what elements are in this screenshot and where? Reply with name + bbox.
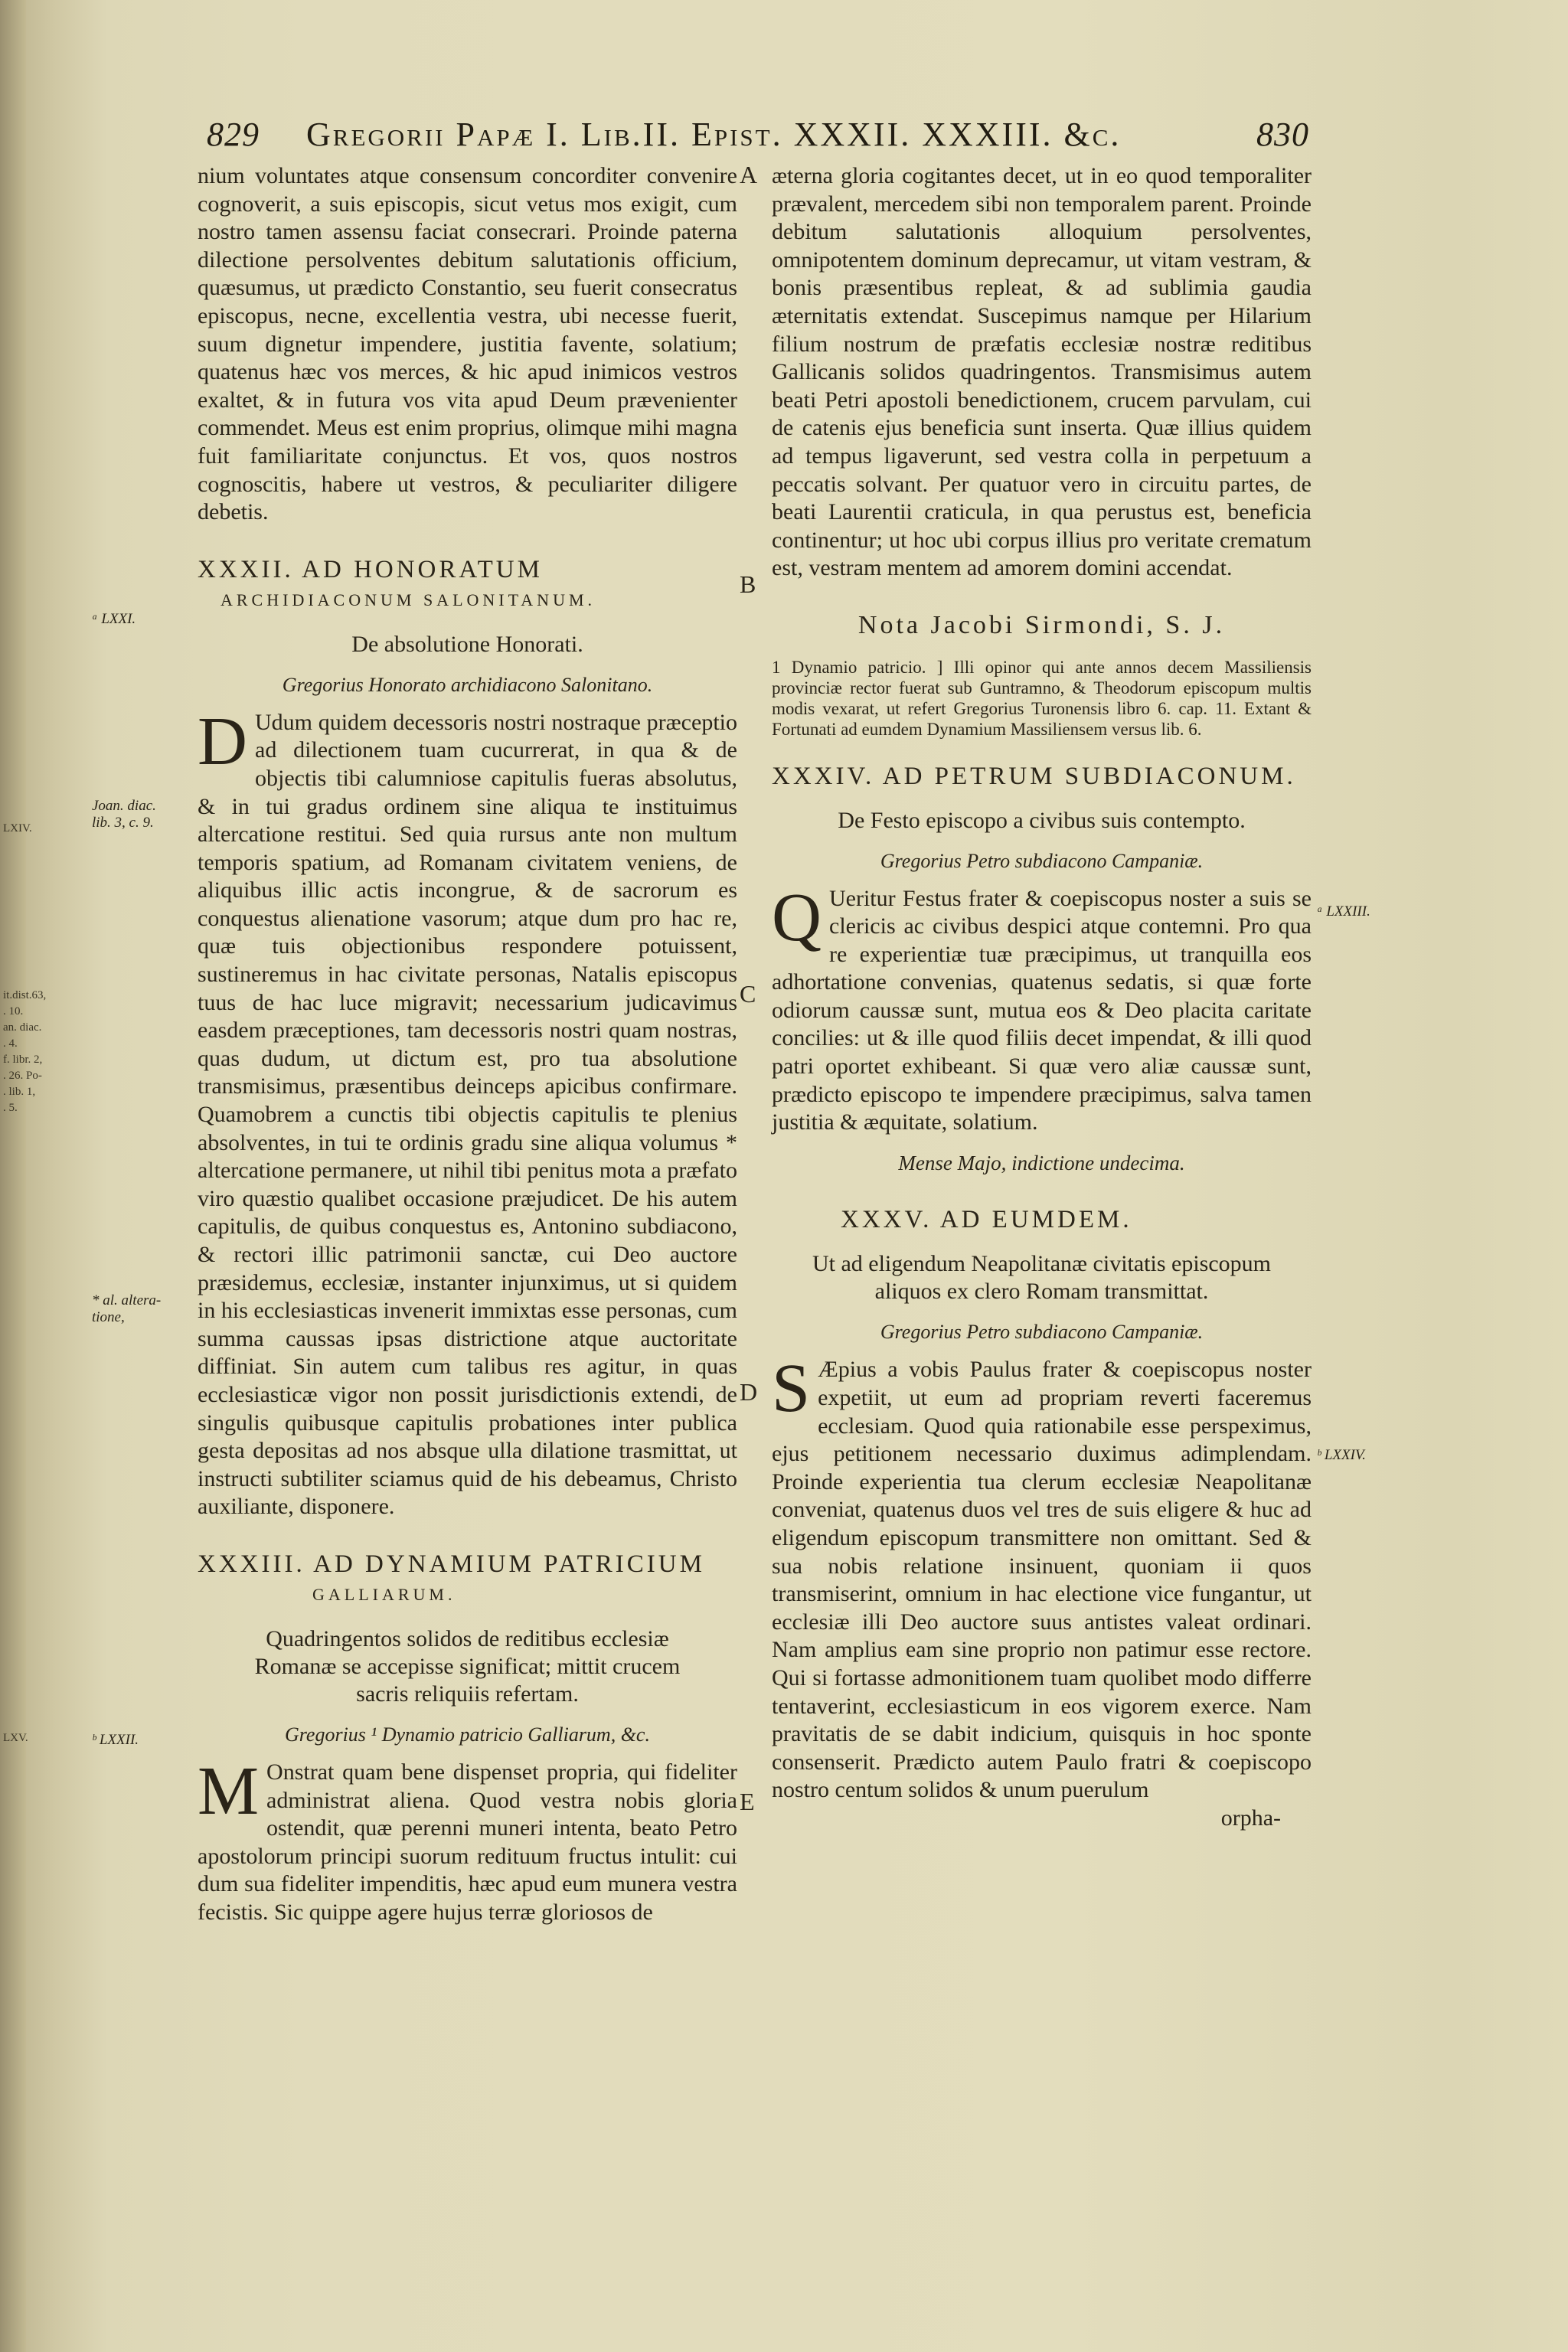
epistle-34-body [772,879,1312,1137]
section-letter-e: E [740,1788,755,1815]
epistle-35-heading [772,1204,1312,1235]
epistle-33-address: Gregorius ¹ Dynamio patricio Galliarum, &c. [285,1723,650,1746]
epistle-33-caption: Quadringentos solidos de reditibus ecclesiæ Romanæ se accepisse significat; mittit crucem sacris reliquiis refertam. [254,1625,681,1707]
epistle-35-title: XXXV. AD EUMDEM. [841,1206,1132,1234]
section-letter-a: A [740,161,758,188]
epistle-34-caption: De Festo episcopo a civibus suis contempto. [838,807,1246,833]
left-column [198,162,737,1927]
section-letter-b: B [740,570,756,598]
epistle-32-text: Udum quidem decessoris nostri nostraque præceptio ad dilectionem tuam cucurrerat, in qua & de objectis tibi calumniose capitulis fueras absolutus, & in tui gradus ordinem sine aliqua te instituimus altercatione restitui. Sed quia rursus ante non multum temporis spatium, ad Romanam civitatem veniens, de aliquibus illic actis incongrue, & de sacrorum es conquestus alienatione vasorum; atque dum pro hac re, quæ tuis objectionibus respondere potuissent, sustineremus in hac civitate personas, Natalis episcopus tuus de hac luce migravit; necessarium judicavimus easdem præceptiones, tam decessoris nostri quam nostras, quas dudum, ut dictum est, pro tua absolutione transmisimus, præsentibus deinceps apicibus confirmare. Quamobrem a cunctis tibi objectis capitulis te plenius absolventes, in tui te ordinis gradu sine aliqua volumus * altercatione permanere, ut nihil tibi penitus mota a præfato viro quæstio qualibet occasione præjudicet. De his autem capitulis, de quibus conquestus es, Antonino subdiacono, & rectori illic patrimonii sanctæ, cui Deo auctore præsidemus, ecclesiæ, instanter injunximus, ut si quidem in his ecclesiasticas invenerit immixtas esse personas, cum summa caussas ipsas districtione atque auctoritate diffiniat. Sin autem cum talibus res agitur, in quas ecclesiasticæ vigor non possit jurisdictionis extendi, de singulis quibusque capitulis probationes inter publica gesta depositas ad nos absque ulla dilatione trasmittat, ut instructi subtiliter sciamus quid de his debeamus, Christo auxiliante, disponere. [198,709,737,1520]
epistle-34-date: Mense Majo, indictione undecima. [898,1151,1185,1174]
epistle-34-title: XXXIV. AD PETRUM SUBDIACONUM. [772,762,1296,790]
epistle-34-heading [772,761,1312,792]
binding-gutter [0,0,26,2352]
epistle-35-address: Gregorius Petro subdiacono Campaniæ. [880,1321,1204,1344]
section-letter-d: D [740,1378,758,1406]
epistle-33-body [198,1753,737,1927]
epistle-33-text: Onstrat quam bene dispenset propria, qui fideliter administrat aliena. Quod vestra nobis gloria ostendit, quæ perenni muneri intenta, beato Petro apostolorum principi suorum redituum fructus intulit: cui dum sua fideliter impenditis, hæc apud eum munera vestra fecistis. Sic quippe agere hujus terræ gloriosos de [198,1759,737,1925]
epistle-32-heading [198,554,737,616]
epistle-32-subtitle: ARCHIDIACONUM SALONITANUM. [220,590,596,609]
margin-note-lxxi: ᵃ LXXI. [92,611,136,627]
right-intro-text: æterna gloria cogitantes decet, ut in eo quod temporaliter prævalent, mercedem sibi non temporalem parent. Proinde debitum salutationis alloquium persolventes, omnipotentem dominum deprecamur, ut vitam vestram, & bonis præsentibus repleat, & ad sublimia gaudia æternitatis extendat. Suscepimus namque per Hilarium filium nostrum de præfatis ecclesiæ nostræ reditibus Gallicanis solidos quadringentos. Transmisimus autem beati Petri apostoli benedictionem, crucem parvulam, cui de catenis ejus beneficia sunt inserta. Quæ illius quidem ad tempus ligaverunt, sed vestra colla in perpetuum a peccatis solvant. Per quatuor vero in circuitu partes, de beati Laurentii craticula, in qua perustus est, beneficia continentur; ut hoc ubi corpus illius pro veritate crematum est, vestram mentem ad amorem domini accendat. [772,163,1312,581]
margin-note-joan-diac: Joan. diac. lib. 3, c. 9. [92,798,156,831]
catchword: orpha- [1220,1805,1281,1831]
dropcap-q: Q [772,879,822,956]
epistle-34-address: Gregorius Petro subdiacono Campaniæ. [880,849,1204,872]
epistle-33-heading [198,1549,737,1610]
page-number-left: 829 [207,116,260,153]
margin-note-lxxiii: ᵃ LXXIII. [1317,903,1370,920]
dropcap-m: M [198,1753,260,1829]
dropcap-d: D [198,703,247,779]
left-intro-text: nium voluntates atque consensum concorditer convenire cognoverit, a suis episcopis, sicut vetus mos exigit, cum nostro tamen assensu faciat consecrari. Proinde paterna dilectione persolventes debitum salutationis officium, quæsumus, ut prædicto Constantio, seu fuerit consecratus episcopus, necne, excellentia vestra, ubi necesse fuerit, suum dignetur impendere, justitia favente, solatium; quatenus hæc vos merces, & hic apud inimicos vestros exaltet, & in futura vos vita apud Deum prævenienter commendet. Meus est enim proprius, olimque mihi magna fuit familiaritate conjunctus. Et vos, quos nostros cognoscitis, habere ut vestros, & peculiariter diligere debetis. [198,163,737,525]
edge-note-lxiv: LXIV. [3,822,32,835]
epistle-35-text: Æpius a vobis Paulus frater & coepiscopus noster expetiit, ut eum ad propriam reverti faceremus ecclesiam. Quod quia rationabile esse perspeximus, ejus petitionem necessario duximus adimplendam. Proinde experientia tua clerum ecclesiæ Neapolitanæ conveniat, quatenus duos vel tres de suis eligere & huc ad eligendum episcopum transmittere non omittant. Sed & sua nobis relatione insinuent, quoniam ii quos transmiserint, omnium in hac electione vice fungantur, ut ecclesiæ illi Deo auctore suus antistes valeat ordinari. Nam amplius eam sine proprio non patimur esse rectore. Qui si fortasse admonitionem tuam quolibet modo differre tentaverint, ecclesiasticum in eos vigorem exerce. Nam pravitatis de se dabit indicium, quisquis in hoc sponte consenserit. Prædicto autem Paulo fratri & coepiscopo nostro centum solidos & unum puerulum [772,1357,1312,1803]
section-letter-c: C [740,980,756,1008]
page-number-right: 830 [1256,116,1309,153]
epistle-32-body [198,703,737,1521]
epistle-32-title: XXXII. AD HONORATUM [198,555,543,583]
dropcap-s: S [772,1351,811,1427]
margin-note-alteratione: * al. altera-tione, [92,1292,162,1325]
epistle-35-body [772,1351,1312,1805]
edge-note-references: it.dist.63, . 10. an. diac. . 4. f. libr. 2, . 26. Po- . lib. 1, . 5. [3,989,47,1114]
epistle-32-caption: De absolutione Honorati. [351,631,583,657]
edge-note-lxv: LXV. [3,1732,28,1744]
epistle-33-subtitle: GALLIARUM. [312,1584,456,1604]
epistle-33-title: XXXIII. AD DYNAMIUM PATRICIUM [198,1550,705,1578]
right-column [772,162,1312,1833]
sirmond-note-title: Nota Jacobi Sirmondi, S. J. [858,610,1226,639]
epistle-34-text: Ueritur Festus frater & coepiscopus noster a suis se clericis ac civibus despici atque contemni. Pro qua re experientiæ tuæ præcipimus, ut tranquilla eos adhortatione convenias, quatenus sedatis, si quæ forte odiorum caussæ sunt, mutua eos & Deo placita caritate concilies: ut & ille quod filiis decet impendat, & illi quod patri oportet exhibeant. Si quæ vero aliæ caussæ sunt, prædicto episcopo te impendere præcipimus, salva tamen justitia & æquitate, solatium. [772,885,1312,1135]
sirmond-note-body: 1 Dynamio patricio. ] Illi opinor qui ante annos decem Massiliensis provinciæ rector fuerat sub Guntramno, & Theodorum episcopum multis modis vexarat, ut refert Gregorius Turonensis libro 6. cap. 11. Extant & Fortunati ad eumdem Dynamium Massiliensem versus lib. 6. [772,657,1312,739]
epistle-35-caption: Ut ad eligendum Neapolitanæ civitatis episcopum aliquos ex clero Romam transmittat. [812,1251,1272,1305]
epistle-32-address: Gregorius Honorato archidiacono Salonitano. [282,673,653,696]
margin-note-lxxii: ᵇ LXXII. [92,1732,139,1748]
running-title: Gregorii Papæ I. Lib.II. Epist. XXXII. XXXIII. &c. [306,116,1122,153]
margin-note-lxxiv: ᵇ LXXIV. [1317,1447,1366,1463]
